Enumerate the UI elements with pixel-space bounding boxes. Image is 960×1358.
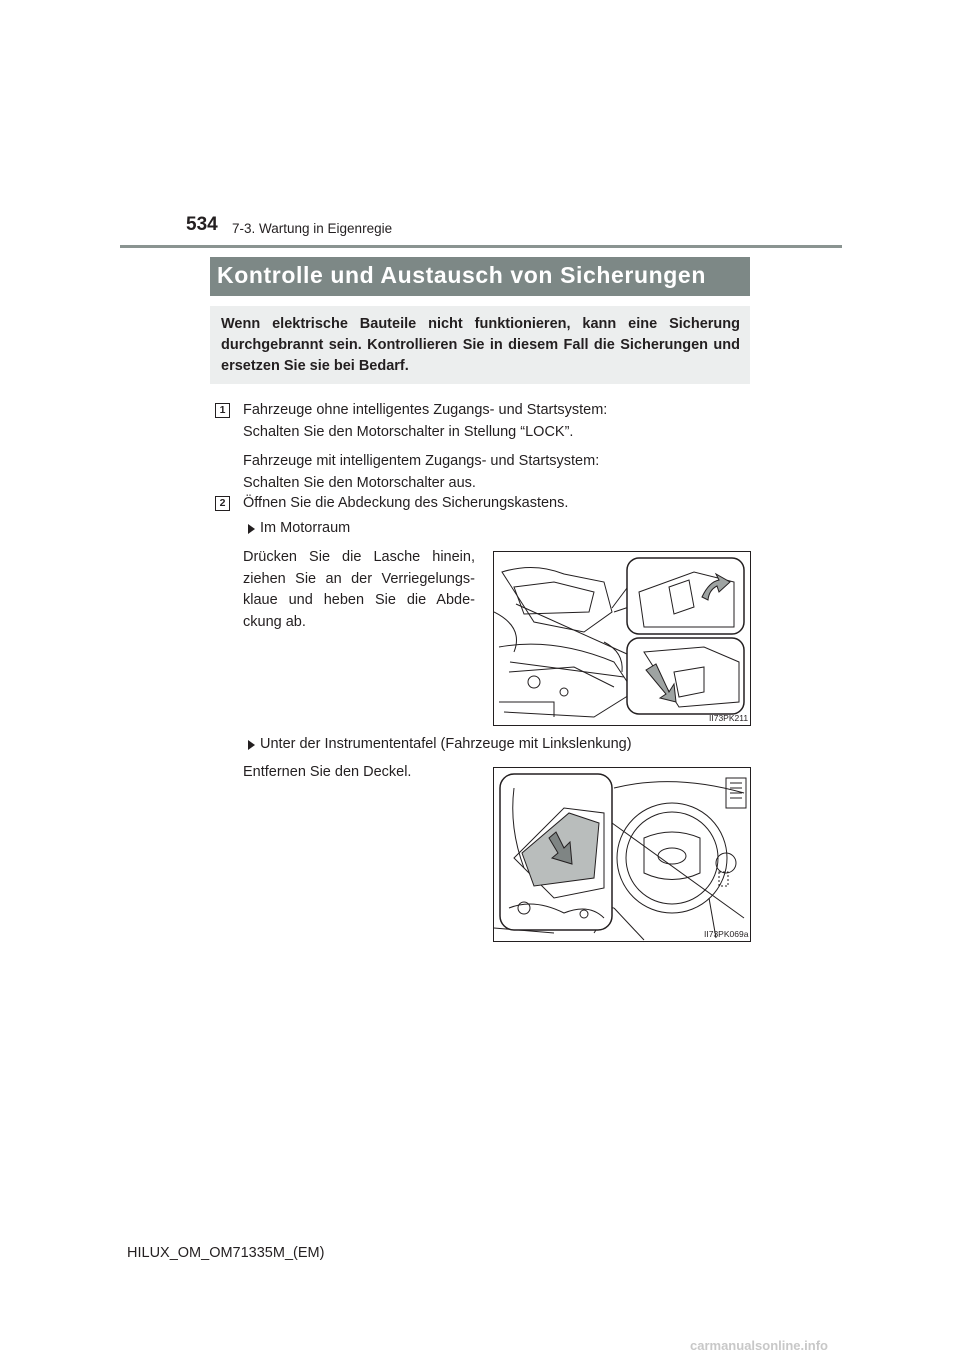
figure-code: II73PK211 xyxy=(709,713,749,723)
step-number-2: 2 xyxy=(215,496,230,511)
case-2-heading: Unter der Instrumententafel (Fahrzeuge mit Linkslenkung) xyxy=(260,736,632,752)
intro-text: Wenn elektrische Bauteile nicht funktionieren, kann eine Sicherung durchgebrannt sein. Kontrollieren Sie in diesem Fall die Sicherungen und ersetzen Sie sie bei Bedarf. xyxy=(221,316,740,374)
step-2-text: Öffnen Sie die Abdeckung des Sicherungskastens. xyxy=(243,495,569,511)
step-1-line: Schalten Sie den Motorschalter in Stellung “LOCK”. xyxy=(243,423,574,440)
step-1-line: Schalten Sie den Motorschalter aus. xyxy=(243,474,476,491)
case-1-line: ckung ab. xyxy=(243,613,306,630)
step-number-1: 1 xyxy=(215,403,230,418)
case-2-instruction xyxy=(243,762,411,784)
engine-bay-illustration xyxy=(494,552,750,725)
engine-fuse-box-figure xyxy=(493,551,751,726)
page-number: 534 xyxy=(186,214,218,235)
case-1-line: Drücken Sie die Lasche hinein, xyxy=(243,549,475,565)
case-1-line: ziehen Sie an der Verriegelungs- xyxy=(243,570,475,587)
bullet-arrow-icon xyxy=(248,524,255,534)
bullet-arrow-icon xyxy=(248,740,255,750)
case-1-heading: Im Motorraum xyxy=(260,520,351,536)
step-1-line: Fahrzeuge mit intelligentem Zugangs- und Startsystem: xyxy=(243,453,600,469)
footer-doc-code: HILUX_OM_OM71335M_(EM) xyxy=(127,1245,325,1261)
section-title: Kontrolle und Austausch von Sicherungen xyxy=(217,262,706,288)
watermark: carmanualsonline.info xyxy=(690,1338,828,1353)
case-2-line: Entfernen Sie den Deckel. xyxy=(243,764,412,780)
intro-box xyxy=(210,306,750,384)
step-1-line: Fahrzeuge ohne intelligentes Zugangs- und Startsystem: xyxy=(243,402,608,418)
case-1-line: klaue und heben Sie die Abde- xyxy=(243,592,475,608)
step-1-text xyxy=(243,400,607,494)
section-title-bar xyxy=(210,257,750,296)
header-rule xyxy=(120,245,842,248)
figure-code: II73PK069a xyxy=(704,929,749,939)
instrument-panel-illustration xyxy=(494,768,750,941)
instrument-panel-fuse-figure xyxy=(493,767,751,942)
section-label: 7-3. Wartung in Eigenregie xyxy=(232,221,393,236)
case-1-instruction xyxy=(243,547,475,633)
